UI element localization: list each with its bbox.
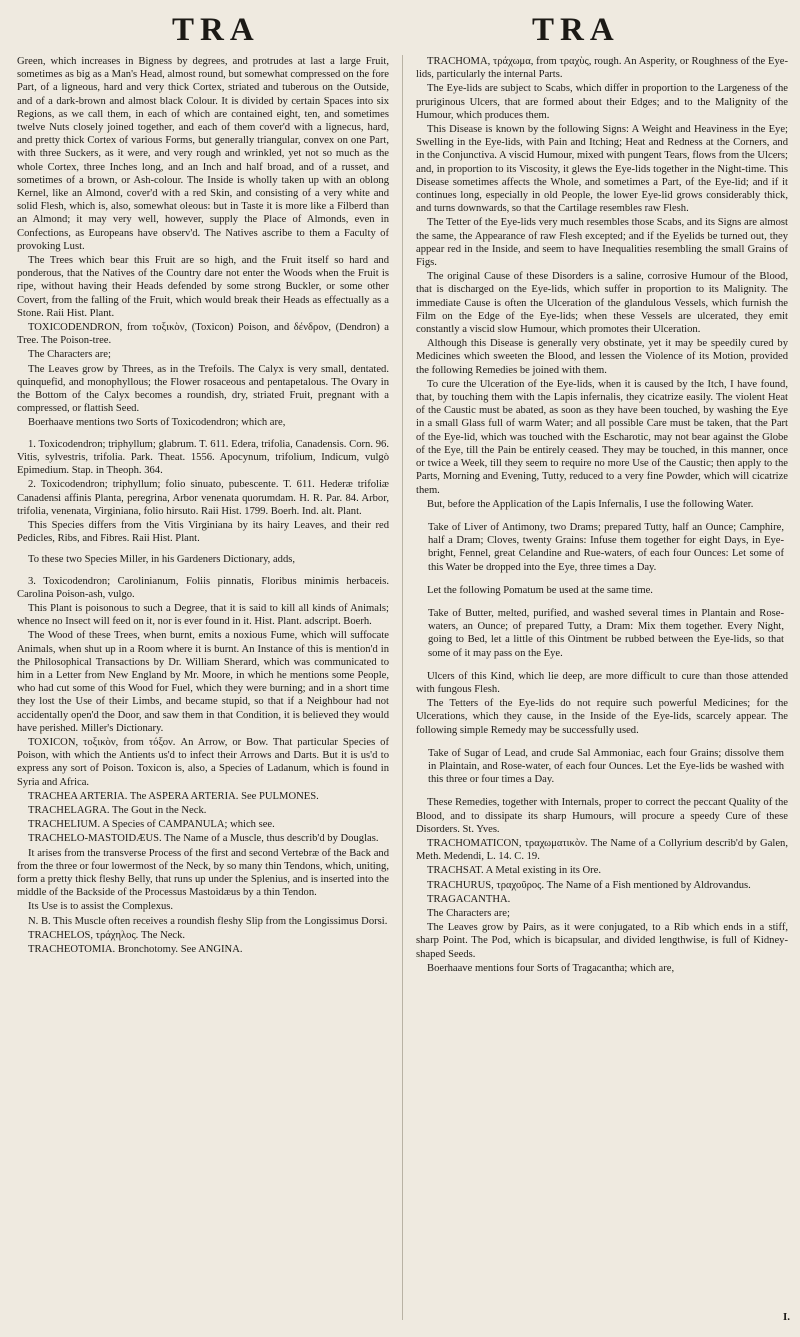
paragraph: The Wood of these Trees, when burnt, emits a noxious Fume, which will suffocate Animals, when shut up in a Room where it is burnt. An Instance of this is mention'd in the Philosophical Transactions by Dr. William Sherard, which was communicated to him in a Letter from New England by Mr. Moore, in which he mentions some People, who had cut some of this Wood for Fuel, which they were burning; and in a short time they lost the Use of their Limbs, and became stupid, so that if a Neighbour had not accidentally open'd the Door, and saw them in that Condition, it is believed they would have perished. Miller's Dictionary. xyxy=(17,630,389,734)
right-running-head: TRA xyxy=(532,12,620,48)
paragraph: The Tetters of the Eye-lids do not require such powerful Medicines; for the Ulcerations, which they cause, in the Inside of the Eye-lids, scarcely appear. The following simple Remedy may be successfully used. xyxy=(416,698,788,736)
recipe-paragraph: Take of Butter, melted, purified, and washed several times in Plantain and Rose-waters, an Ounce; of prepared Tutty, a Dram: Mix them together. Every Night, going to Bed, let a little of this Ointment be rubbed between the Eye-lids, so that some of it may pass on the Eye. xyxy=(428,607,784,659)
recipe-paragraph: Take of Liver of Antimony, two Drams; prepared Tutty, half an Ounce; Camphire, half a Dram; Cloves, twenty Grains: Infuse them together for eight Days, in Eye-bright, Fennel, great Celandine and Rue-waters, of each four Ounces: Let some of this Water be dropped into the Eye, three times a Day. xyxy=(428,521,784,573)
paragraph: This Species differs from the Vitis Virginiana by its hairy Leaves, and their red Pedicles, Ribs, and Fibres. Raii Hist. Plant. xyxy=(17,519,389,545)
paragraph: This Disease is known by the following Signs: A Weight and Heaviness in the Eye; Swelling in the Eye-lids, with Pain and Itching; Heat and Redness at the Corners, and in the Conjunctiva. A viscid Humour, mixed with pungent Tears, flows from the Ulcers; and, in proportion to its Viscosity, it glews the Eye-lids together in the Night-time. This Disease sometimes affects the Whole, and sometimes a Part, of the Eye-lid; and if it continues long, especially in old People, the lower Eye-lid grows considerably thick, and turns downwards, so that the Cartilage resembles raw Flesh. xyxy=(416,124,788,215)
recipe-paragraph: Take of Sugar of Lead, and crude Sal Ammoniac, each four Grains; dissolve them in Plaintain, and Rose-water, of each four Ounces. Let the Eye-lids be washed with this three or four times a Day. xyxy=(428,747,784,786)
paragraph: But, before the Application of the Lapis Infernalis, I use the following Water. xyxy=(427,498,754,510)
paragraph: TRACHSAT. A Metal existing in its Ore. xyxy=(427,865,602,877)
paragraph: Ulcers of this Kind, which lie deep, are more difficult to cure than those attended with fungous Flesh. xyxy=(416,670,788,695)
paragraph: TRACHEA ARTERIA. The ASPERA ARTERIA. See PULMONES. xyxy=(28,790,319,802)
paragraph: TRACHEOTOMIA. Bronchotomy. See ANGINA. xyxy=(28,944,243,955)
paragraph: The Characters are; xyxy=(427,907,510,919)
paragraph: N. B. This Muscle often receives a roundish fleshy Slip from the Longissimus Dorsi. xyxy=(28,915,388,927)
paragraph: TOXICODENDRON, from τοξικὸν, (Toxicon) Poison, and δένδρον, (Dendron) a Tree. The Poison-tree. xyxy=(17,322,389,347)
column-divider xyxy=(402,55,403,1320)
paragraph: TRACHELOS, τράχηλος. The Neck. xyxy=(28,929,186,941)
running-header xyxy=(0,12,800,52)
paragraph: The Leaves grow by Threes, as in the Trefoils. The Calyx is very small, dentated. quinquefid, and monophyllous; the Flower rosaceous and pentapetalous. The Ovary in the Bottom of the Calyx becomes a roundish, dry, striated Fruit, pregnant with a compressed, or flattish Seed. xyxy=(17,363,389,415)
paragraph: The Leaves grow by Pairs, as it were conjugated, to a Rib which ends in a stiff, sharp Point. The Pod, which is bicapsular, and divided lengthwise, is full of Kidney-shaped Seeds. xyxy=(416,922,788,960)
paragraph: Its Use is to assist the Complexus. xyxy=(28,901,174,913)
paragraph: To cure the Ulceration of the Eye-lids, when it is caused by the Itch, I have found, that, by touching them with the Lapis infernalis, they cicatrize easily. The violent Heat of the Caustic must be abated, as soon as they have been touched, by washing the Eye in a small Glass full of warm Water; and all possible Care must be taken, that the Part of the Eye-lid, which was touched with the Escharotic, may not bear against the Globe of the Eye, till the Pain be entirely ceased. They may be touched, in this manner, once or twice a Week, till they seem to require no more Use of the Caustic; then apply to the Parts, Morning and Evening, Tutty, reduced to a very fine Powder, which will cicatrize them. xyxy=(416,378,788,496)
paragraph: 3. Toxicodendron; Carolinianum, Foliis pinnatis, Floribus minimis herbaceis. Carolina Poison-ash, vulgo. xyxy=(17,575,389,600)
paragraph: TRACHELAGRA. The Gout in the Neck. xyxy=(28,804,207,816)
paragraph: Green, which increases in Bigness by degrees, and protrudes at last a large Fruit, sometimes as big as a Man's Head, almost round, but somewhat compressed on the fore Part, of a ligneous, hard and very thick Cortex, striated and tuberous on the Outside, and of a dark-brown and almost black Colour. It is divided by certain Spaces into six Regions, as we call them, in each of which are contained eight, ten, and sometimes twelve Nuts closely joined together, and each of them cover'd with a lignecus, hard, and pretty thick Cortex of various Forms, but generally triangular, convex on one Part, with three Suckers, as it were, and very rough and wrinkled, yet not so much as the whole Cortex, three Inches long, and an Inch and half broad, and of a russet, and sometimes of a brown, or Ash-colour. The Inside is wholly taken up with an oblong Kernel, like an Almond, cover'd with a red Skin, and consisting of a very white and solid Flesh, which is, also, somewhat oleous: but in Taste it is more like a Filberd than an Almond; it may very well, however, supply the Place of Almonds, even in Confections, as Europeans have observ'd. The Natives ascribe to them a Faculty of provoking Lust. xyxy=(17,56,389,252)
paragraph: 2. Toxicodendron; triphyllum; folio sinuato, pubescente. T. 611. Hederæ trifoliæ Canadensi affinis Planta, peregrina, Arbor venenata quorumdam. H. R. Par. 84. Arbor, trifolia, venenata, Virginiana, folio hirsuto. Raii Hist. 1799. Boerh. Ind. alt. Plant. xyxy=(17,479,389,517)
paragraph: The original Cause of these Disorders is a saline, corrosive Humour of the Blood, that is discharged on the Eye-lids, which suffer in proportion to its Malignity. The immediate Cause is often the Ulceration of the glandulous Vessels, which furnish the Film on the Edge of the Eye-lids; when these Vessels are ulcerated, they emit constantly a viscid slow Humour, which promotes their Ulceration. xyxy=(416,271,788,336)
paragraph: 1. Toxicodendron; triphyllum; glabrum. T. 611. Edera, trifolia, Canadensis. Corn. 96. Vitis, sylvestris, trifolia. Park. Theat. 1556. Apocynum, trifolium, Indicum, vulgò Epimedium. Stap. in Theoph. 364. xyxy=(17,438,389,477)
paragraph: Although this Disease is generally very obstinate, yet it may be speedily cured by Medicines which sweeten the Blood, and lessen the Violence of its Motion, provided the following Remedies be joined with them. xyxy=(416,338,788,376)
paragraph: To these two Species Miller, in his Gardeners Dictionary, adds, xyxy=(28,554,296,566)
right-column xyxy=(416,55,788,1320)
paragraph: It arises from the transverse Process of the first and second Vertebræ of the Back and from the three or four lowermost of the Neck, by so many thin Tendons, which, uniting, form a pretty thick fleshy Belly, that runs up under the Splenius, and is inserted into the middle of the Backside of the Processus Mastoidæus by a thin Tendon. xyxy=(17,847,389,899)
paragraph: TRACHELO-MASTOIDÆUS. The Name of a Muscle, thus describ'd by Douglas. xyxy=(28,833,379,845)
paragraph: Boerhaave mentions four Sorts of Tragacantha; which are, xyxy=(427,962,675,974)
paragraph: Boerhaave mentions two Sorts of Toxicodendron; which are, xyxy=(28,417,286,429)
paragraph: TOXICON, τοξικὸν, from τόξον. An Arrow, or Bow. That particular Species of Poison, with which the Antients us'd to infect their Arrows and Darts. But it is us'd to express any sort of Poison. Toxicon is, also, a Species of Ladanum, which is found in Syria and Africa. xyxy=(17,736,389,788)
paragraph: TRACHOMATICON, τραχωματικὸν. The Name of a Collyrium describ'd by Galen, Meth. Medendi, L. 14. C. 19. xyxy=(416,837,788,863)
paragraph: The Tetter of the Eye-lids very much resembles those Scabs, and its Signs are almost the same, the Appearance of raw Flesh excepted; and if the Eyelids be turned out, they appear red in the Inside, and seem to have Inequalities resembling the small Grains of Figs. xyxy=(416,217,788,269)
paragraph: The Characters are; xyxy=(28,349,111,361)
paragraph: TRACHELIUM. A Species of CAMPANULA; which see. xyxy=(28,819,275,831)
paragraph: Let the following Pomatum be used at the same time. xyxy=(427,584,653,596)
paragraph: The Trees which bear this Fruit are so high, and the Fruit itself so hard and ponderous, that the Natives of the Country dare not enter the Woods when the Fruit is ripe, without having their Heads defended by some strong Buckler, or some other Covert, from the falling of the Fruit, which would break their Heads as effectually as a Stone. Raii Hist. Plant. xyxy=(17,255,389,319)
paragraph: The Eye-lids are subject to Scabs, which differ in proportion to the Largeness of the pruriginous Ulcers, that are formed about their Edges; and to the Malignity of the Humour, which produces them. xyxy=(416,83,788,121)
paragraph: TRAGACANTHA. xyxy=(427,893,511,905)
paragraph: These Remedies, together with Internals, proper to correct the peccant Quality of the Blood, and to dissipate its sharp Humours, will procure a speedy Cure of these Disorders. St. Yves. xyxy=(416,797,788,835)
paragraph: This Plant is poisonous to such a Degree, that it is said to kill all kinds of Animals; whence no Insect will feed on it, nor is ever found in it. Hist. Plant. adscript. Boerh. xyxy=(17,602,389,628)
paragraph: TRACHURUS, τραχοῦρος. The Name of a Fish mentioned by Aldrovandus. xyxy=(427,879,751,891)
left-running-head: TRA xyxy=(172,12,260,48)
page-folio: I. xyxy=(782,1311,790,1323)
left-column xyxy=(17,55,389,1320)
paragraph: TRACHOMA, τράχωμα, from τραχὺς, rough. An Asperity, or Roughness of the Eye-lids, particularly the internal Parts. xyxy=(416,56,788,81)
